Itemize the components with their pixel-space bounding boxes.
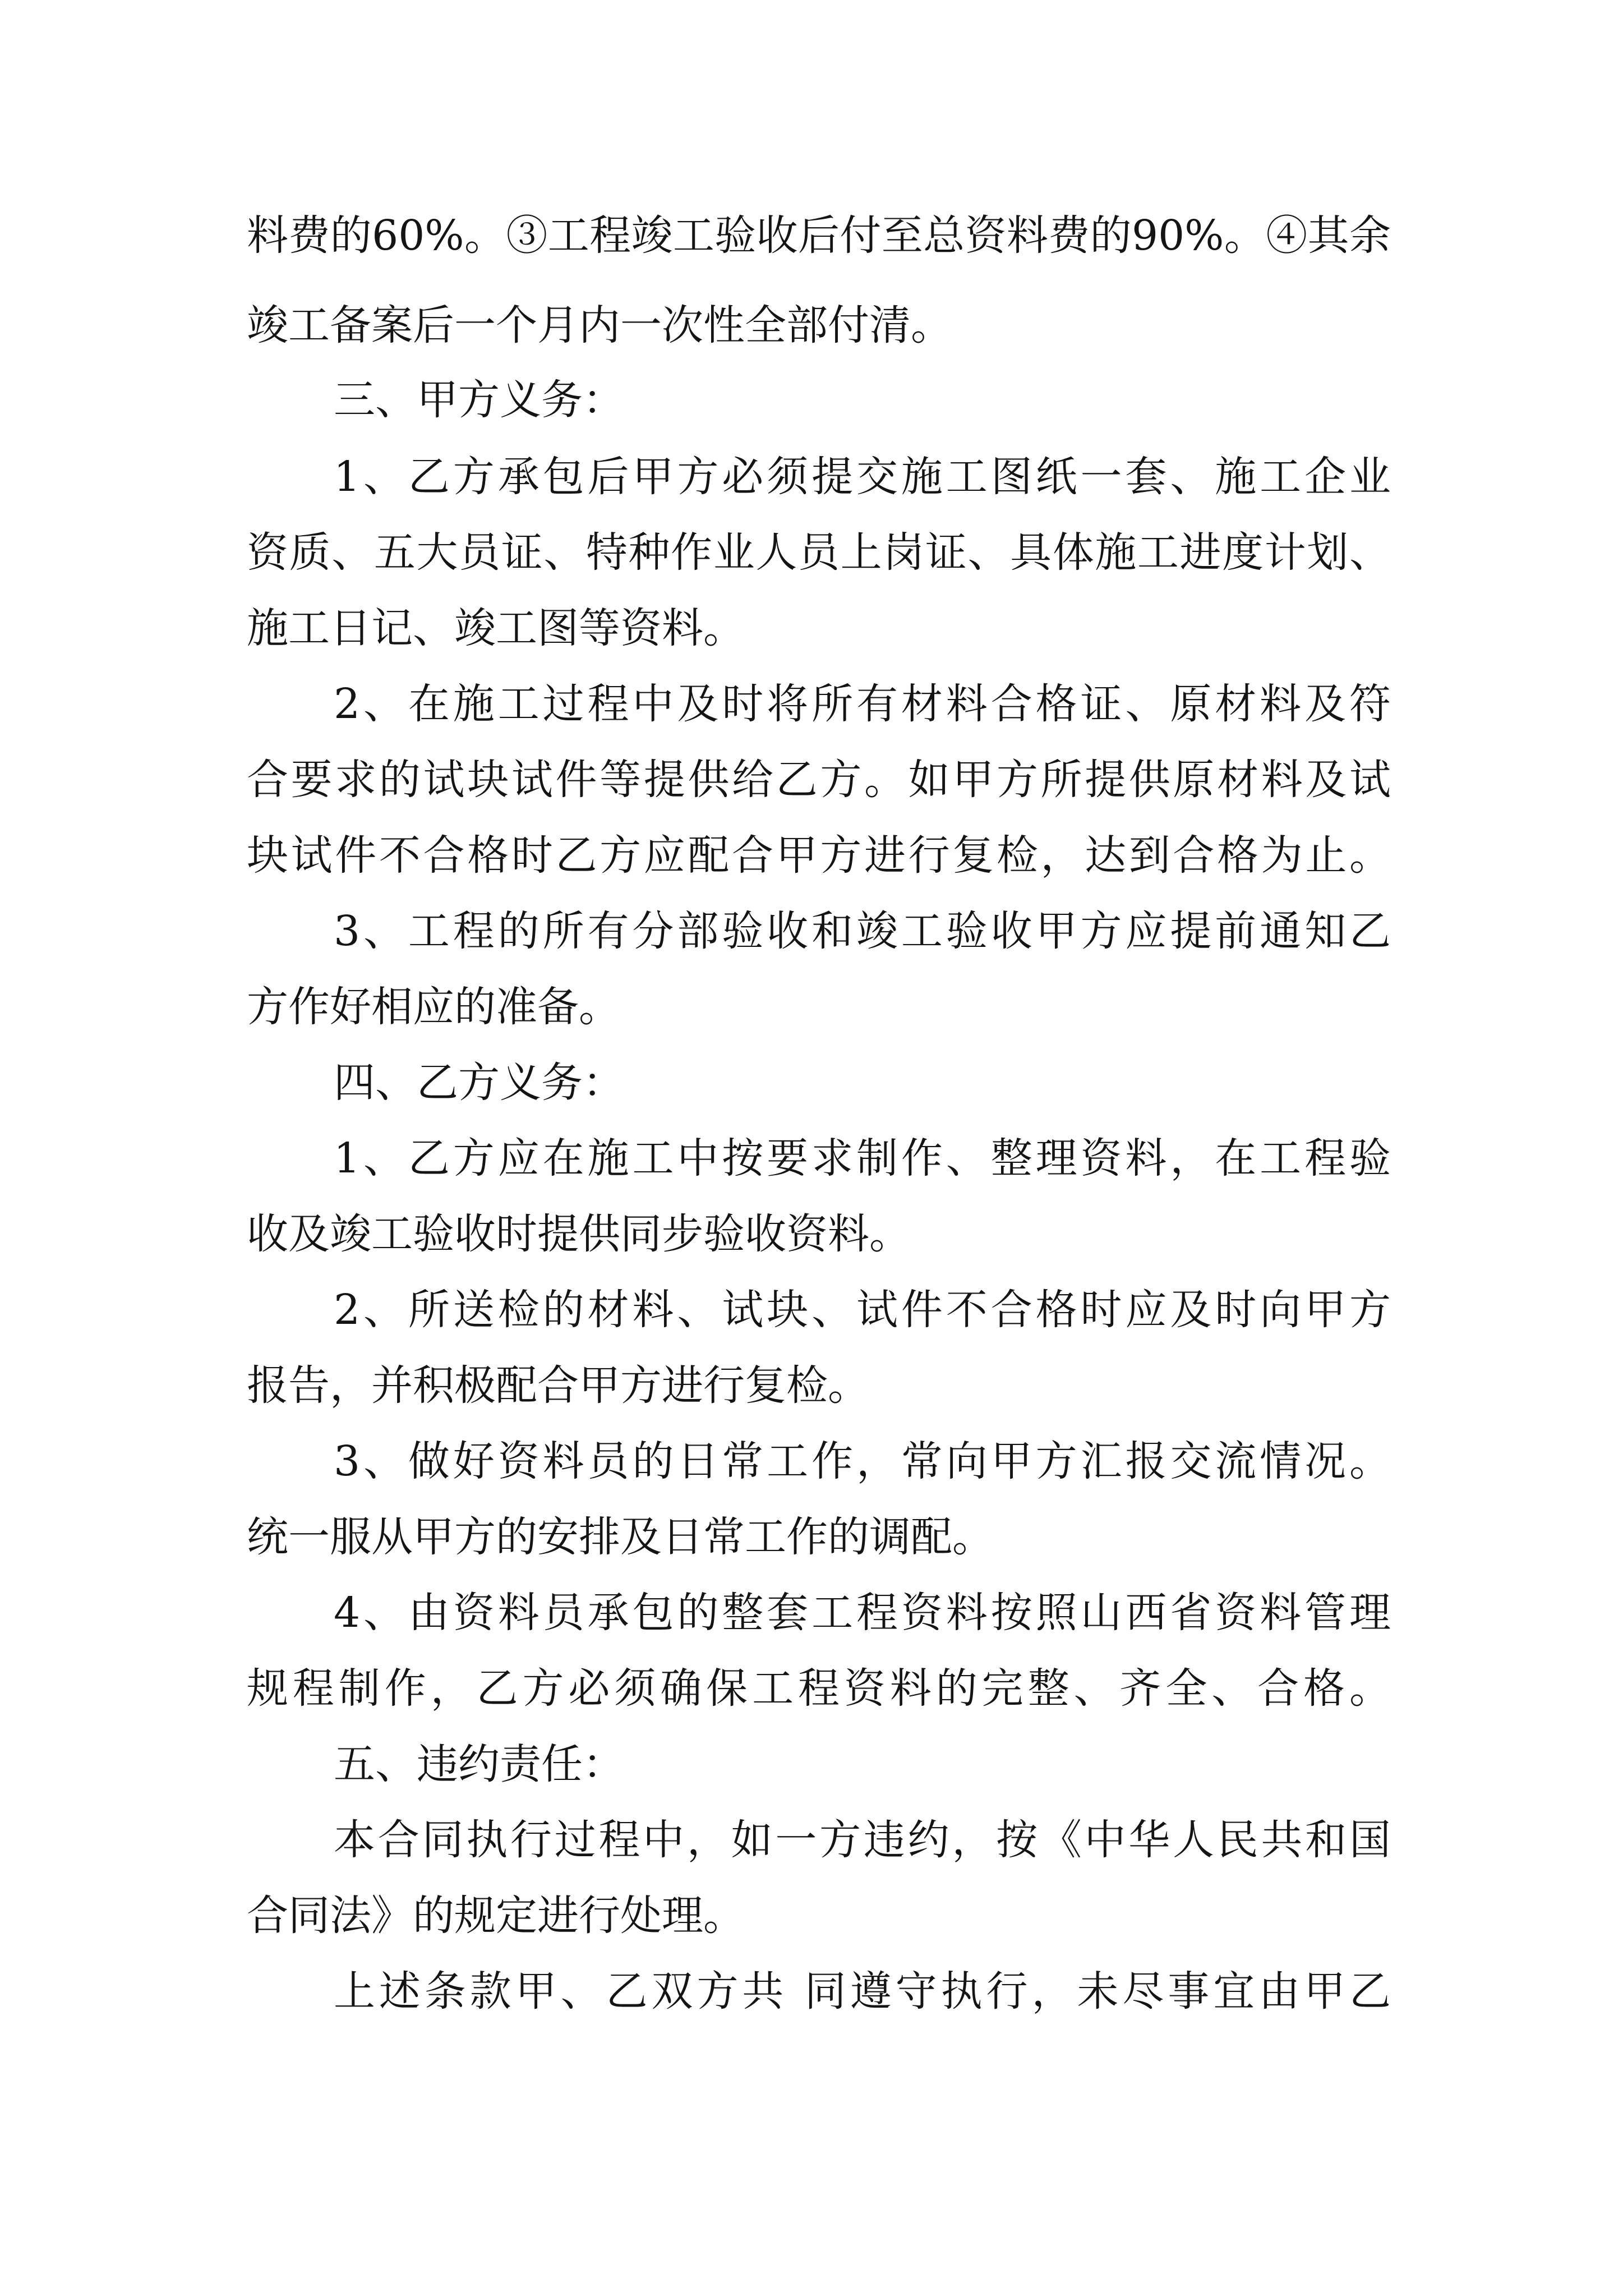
- section-heading: 四、乙方义务：: [334, 1059, 624, 1107]
- text-line: 规程制作，乙方必须确保工程资料的完整、齐全、合格。: [247, 1664, 1391, 1713]
- text-line: 资质、五大员证、特种作业人员上岗证、具体施工进度计划、: [247, 528, 1391, 577]
- text-line: 料费的60%。③工程竣工验收后付至总资料费的90%。④其余: [247, 211, 1391, 260]
- text-line: 3、做好资料员的日常工作，常向甲方汇报交流情况。: [334, 1437, 1391, 1485]
- text-line: 收及竣工验收时提供同步验收资料。: [247, 1210, 911, 1258]
- text-line: 施工日记、竣工图等资料。: [247, 604, 745, 652]
- section-heading: 五、违约责任：: [334, 1740, 624, 1788]
- text-line: 报告，并积极配合甲方进行复检。: [247, 1361, 869, 1410]
- text-line: 方作好相应的准备。: [247, 983, 620, 1031]
- text-line: 1、乙方应在施工中按要求制作、整理资料，在工程验: [334, 1134, 1391, 1182]
- text-line: 4、由资料员承包的整套工程资料按照山西省资料管理: [334, 1589, 1391, 1637]
- text-line: 块试件不合格时乙方应配合甲方进行复检，达到合格为止。: [247, 831, 1391, 880]
- section-heading: 三、甲方义务：: [334, 376, 624, 424]
- text-line: 上述条款甲、乙双方共 同遵守执行，未尽事宜由甲乙: [334, 1967, 1391, 2016]
- text-line: 统一服从甲方的安排及日常工作的调配。: [247, 1513, 994, 1561]
- text-line: 合同法》的规定进行处理。: [247, 1892, 745, 1940]
- text-line: 合要求的试块试件等提供给乙方。如甲方所提供原材料及试: [247, 756, 1391, 804]
- text-line: 3、工程的所有分部验收和竣工验收甲方应提前通知乙: [334, 907, 1391, 955]
- text-line: 1、乙方承包后甲方必须提交施工图纸一套、施工企业: [334, 453, 1391, 501]
- text-line: 2、在施工过程中及时将所有材料合格证、原材料及符: [334, 680, 1391, 728]
- text-line: 2、所送检的材料、试块、试件不合格时应及时向甲方: [334, 1286, 1391, 1334]
- text-line: 本合同执行过程中，如一方违约，按《中华人民共和国: [334, 1816, 1391, 1864]
- text-line: 竣工备案后一个月内一次性全部付清。: [247, 301, 952, 349]
